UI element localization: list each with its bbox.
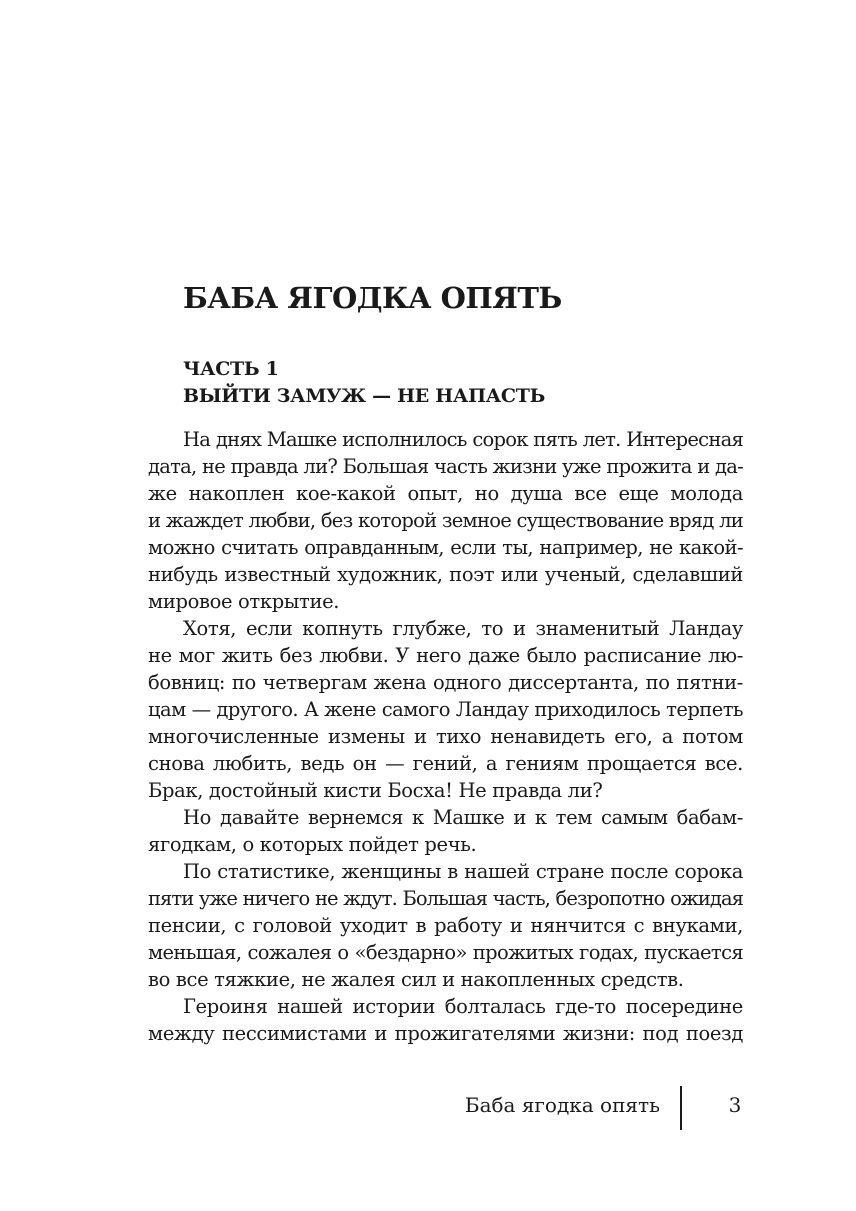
text-line: меньшая, сожалея о «бездарно» прожитых годах, пускается [148,941,743,964]
paragraph [148,615,743,804]
text-line: многочисленные измены и тихо ненавидеть его, а потом [148,725,743,748]
paragraph [148,426,743,615]
page-number: 3 [728,1093,742,1117]
footer-divider [680,1086,682,1130]
text-line: снова любить, ведь он — гений, а гениям прощается все. [148,752,743,775]
text-line: ягодкам, о которых пойдет речь. [148,833,477,856]
text-line: во все тяжкие, не жалея сил и накопленных средств. [148,968,684,991]
running-title: Баба ягодка опять [464,1093,660,1117]
text-line: и жаждет любви, без которой земное существование вряд ли [148,509,743,532]
text-line: пяти уже ничего не ждут. Большая часть, безропотно ожидая [148,887,743,910]
text-line: дата, не правда ли? Большая часть жизни уже прожита и да- [148,455,743,478]
part-subtitle: ВЫЙТИ ЗАМУЖ — НЕ НАПАСТЬ [183,385,545,407]
text-line: На днях Машке исполнилось сорок пять лет. Интересная [183,428,743,451]
body-text [148,426,743,1047]
text-line: же накоплен кое-какой опыт, но душа все еще молода [148,482,743,505]
chapter-title: БАБА ЯГОДКА ОПЯТЬ [183,281,562,315]
text-line: мировое открытие. [148,590,340,613]
text-line: Хотя, если копнуть глубже, то и знаменитый Ландау [183,617,743,640]
text-line: можно считать оправданным, если ты, например, не какой- [148,536,743,559]
text-line: бовниц: по четвергам жена одного диссертанта, по пятни- [148,671,743,694]
part-number-label: ЧАСТЬ 1 [183,358,279,380]
text-line: цам — другого. А жене самого Ландау приходилось терпеть [148,698,743,721]
paragraph [148,804,743,858]
paragraph [148,993,743,1047]
text-line: Но давайте вернемся к Машке и к тем самым бабам- [183,806,743,829]
text-line: Брак, достойный кисти Босха! Не правда ли? [148,779,603,802]
text-line: По статистике, женщины в нашей стране после сорока [183,860,743,883]
text-line: между пессимистами и прожигателями жизни: под поезд [148,1022,743,1045]
text-line: Героиня нашей истории болталась где-то посередине [183,995,743,1018]
part-heading [183,356,743,410]
paragraph [148,858,743,993]
text-line: не мог жить без любви. У него даже было расписание лю- [148,644,743,667]
text-line: нибудь известный художник, поэт или ученый, сделавший [148,563,743,586]
text-line: пенсии, с головой уходит в работу и нянчится с внуками, [148,914,743,937]
